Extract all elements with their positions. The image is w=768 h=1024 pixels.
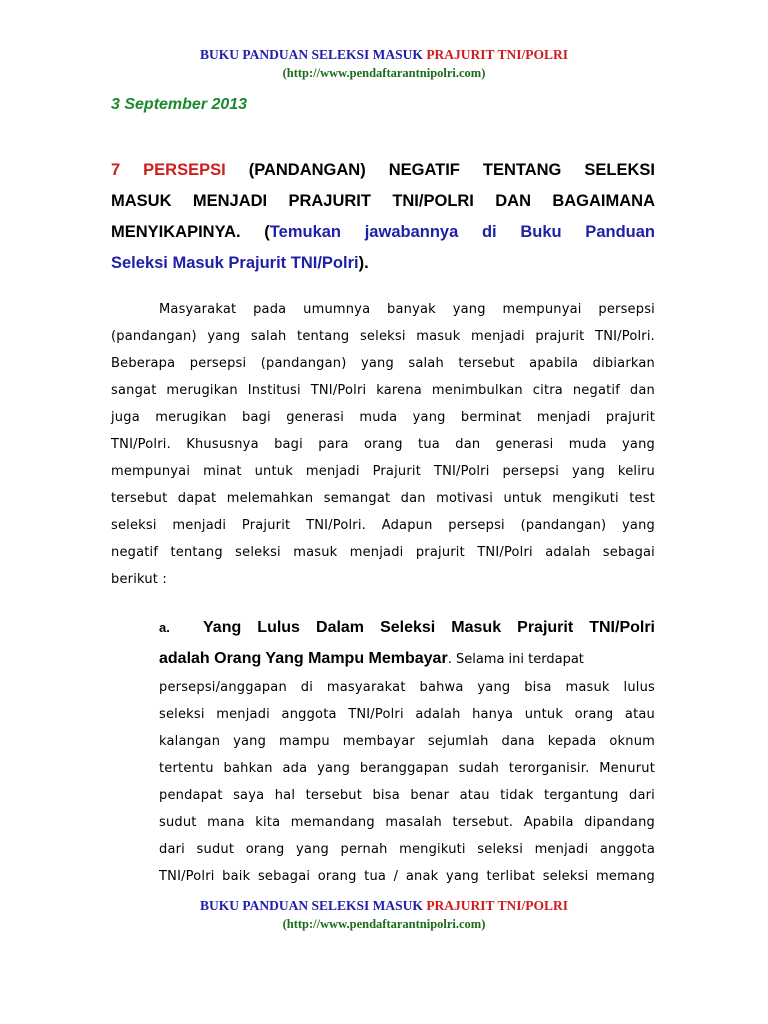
heading-red-word: PERSEPSI [143, 161, 226, 179]
item-a-line: dari sudut orang yang pernah mengikuti seleksi menjadi anggota [159, 842, 655, 857]
item-a-heading-line-1 [159, 612, 655, 643]
footer-title-blue: BUKU PANDUAN SELEKSI MASUK [200, 898, 423, 913]
item-a-line: persepsi/anggapan di masyarakat bahwa yang bisa masuk lulus [159, 680, 655, 695]
heading-line-3 [111, 217, 655, 248]
item-a-heading-2: adalah Orang Yang Mampu Membayar [159, 650, 448, 667]
header-title [0, 46, 768, 64]
heading-line-3-black: MENYIKAPINYA. ( [111, 223, 270, 241]
header-url[interactable]: (http://www.pendaftarantnipolri.com) [282, 66, 486, 80]
item-a-heading-line-2 [159, 643, 655, 674]
item-a-line: tertentu bahkan ada yang beranggapan sudah terorganisir. Menurut [159, 761, 655, 776]
intro-paragraph [111, 296, 655, 593]
date: 3 September 2013 [111, 96, 248, 113]
paragraph-line: Beberapa persepsi (pandangan) yang salah tersebut apabila dibiarkan [111, 356, 655, 371]
heading-line-1-rest: (PANDANGAN) NEGATIF TENTANG SELEKSI [248, 161, 655, 179]
list-item-a [159, 612, 655, 890]
heading-line-4 [111, 248, 655, 279]
paragraph-line: mempunyai minat untuk menjadi Prajurit TNI/Polri persepsi yang keliru [111, 464, 655, 479]
item-a-line: TNI/Polri baik sebagai orang tua / anak yang terlibat seleksi memang [159, 869, 655, 884]
paragraph-line: TNI/Polri. Khususnya bagi para orang tua dan generasi muda yang [111, 437, 655, 452]
page-header [0, 46, 768, 82]
paragraph-line: (pandangan) yang salah tentang seleksi masuk menjadi prajurit TNI/Polri. [111, 329, 655, 344]
heading-line-4-end: ). [358, 254, 369, 272]
item-a-heading-2-tail: . Selama ini terdapat [447, 652, 584, 667]
item-a-marker: a. [159, 620, 170, 635]
item-a-line: pendapat saya hal tersebut bisa benar atau tidak tergantung dari [159, 788, 655, 803]
footer-title-red: PRAJURIT TNI/POLRI [426, 898, 568, 913]
header-title-blue: BUKU PANDUAN SELEKSI MASUK [200, 47, 423, 62]
paragraph-line: negatif tentang seleksi masuk menjadi prajurit TNI/Polri adalah sebagai [111, 545, 655, 560]
heading-line-2: MASUK MENJADI PRAJURIT TNI/POLRI DAN BAGAIMANA [111, 192, 655, 210]
paragraph-line: berikut : [111, 572, 167, 587]
paragraph-line: seleksi menjadi Prajurit TNI/Polri. Adapun persepsi (pandangan) yang [111, 518, 655, 533]
page-footer [0, 897, 768, 933]
footer-url[interactable]: (http://www.pendaftarantnipolri.com) [282, 917, 486, 931]
paragraph-line: sangat merugikan Institusi TNI/Polri karena menimbulkan citra negatif dan [111, 383, 655, 398]
item-a-line: sudut mana kita memandang masalah tersebut. Apabila dipandang [159, 815, 655, 830]
paragraph-line: juga merugikan bagi generasi muda yang berminat menjadi prajurit [111, 410, 655, 425]
heading-number: 7 [111, 161, 121, 179]
paragraph-line: Masyarakat pada umumnya banyak yang mempunyai persepsi [159, 302, 655, 317]
header-title-red: PRAJURIT TNI/POLRI [426, 47, 568, 62]
item-a-line: seleksi menjadi anggota TNI/Polri adalah hanya untuk orang atau [159, 707, 655, 722]
paragraph-line: tersebut dapat melemahkan semangat dan motivasi untuk mengikuti test [111, 491, 655, 506]
heading-line-3-blue: Temukan jawabannya di Buku Panduan [269, 223, 655, 241]
item-a-heading-1: Yang Lulus Dalam Seleksi Masuk Prajurit TNI/Polri [203, 619, 655, 636]
footer-title [0, 897, 768, 915]
item-a-line: kalangan yang mampu membayar sejumlah dana kepada oknum [159, 734, 655, 749]
heading-line-1 [111, 155, 655, 186]
heading-line-4-blue: Seleksi Masuk Prajurit TNI/Polri [111, 254, 359, 272]
article-heading [111, 155, 655, 279]
